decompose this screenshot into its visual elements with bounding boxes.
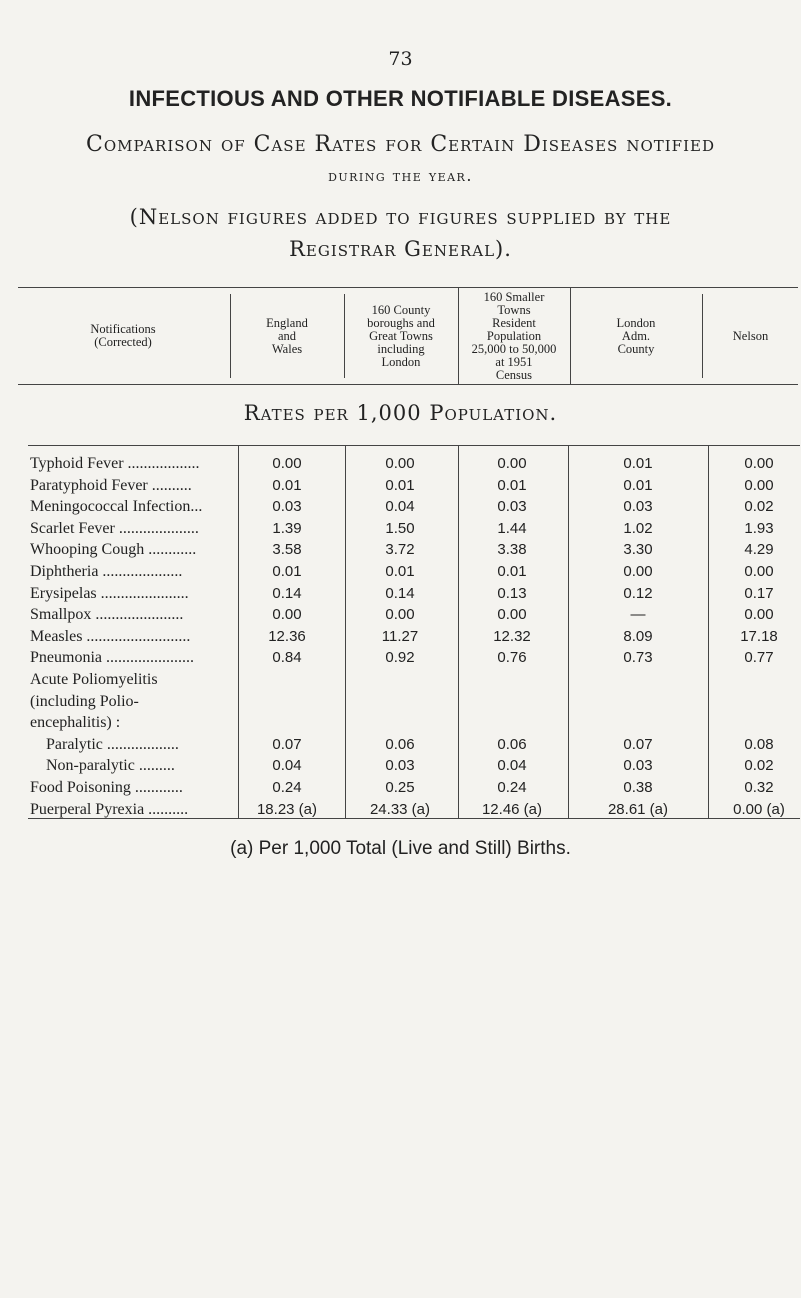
- table-rule-top: [28, 445, 800, 446]
- footnote: (a) Per 1,000 Total (Live and Still) Births.: [230, 838, 571, 859]
- rate-cell: 0.06: [497, 735, 527, 753]
- rate-cell: 12.36: [268, 627, 306, 645]
- disease-label: Food Poisoning ............: [30, 779, 183, 796]
- rate-cell: 0.01: [272, 476, 302, 494]
- rate-cell: 17.18: [740, 627, 778, 645]
- table-row: [0, 628, 801, 647]
- disease-label: Pneumonia ......................: [30, 649, 194, 667]
- rate-cell: 0.00: [272, 455, 302, 472]
- table-row: [0, 498, 801, 517]
- rate-cell: 0.73: [623, 649, 653, 667]
- rate-cell: 12.46 (a): [481, 800, 543, 818]
- rate-cell: 0.14: [272, 584, 302, 602]
- rate-cell: 1.39: [272, 519, 302, 537]
- rate-cell: 1.44: [497, 519, 527, 537]
- column-header-england-wales: England and Wales: [266, 315, 308, 356]
- rate-cell: 0.01: [272, 563, 302, 580]
- rate-cell: 0.24: [272, 779, 302, 796]
- rate-cell: 3.58: [272, 541, 302, 559]
- rate-cell: 0.76: [497, 649, 527, 667]
- rate-cell: 0.01: [623, 455, 653, 472]
- rate-cell: 0.00: [497, 455, 527, 472]
- rate-cell: 0.00: [385, 455, 415, 472]
- rate-cell: 0.03: [623, 757, 653, 775]
- disease-label: Diphtheria ....................: [30, 563, 183, 580]
- page-title: INFECTIOUS AND OTHER NOTIFIABLE DISEASES.: [128, 86, 673, 111]
- disease-label: Meningococcal Infection...: [30, 498, 203, 516]
- column-header-row: [18, 287, 798, 385]
- rate-cell: 0.00: [623, 563, 653, 580]
- rate-cell: 0.77: [744, 649, 774, 667]
- table-row: [0, 585, 801, 604]
- table-row: [0, 455, 801, 474]
- disease-label: Measles ..........................: [30, 627, 191, 645]
- rate-cell: 0.17: [744, 584, 774, 602]
- rate-cell: 0.01: [497, 476, 527, 494]
- rate-cell: 0.04: [272, 757, 302, 775]
- column-header-nelson: Nelson: [732, 328, 769, 343]
- rate-cell: 1.50: [385, 519, 415, 537]
- rate-cell: 0.01: [385, 563, 415, 580]
- rate-cell: 0.00: [744, 455, 774, 472]
- rate-cell: 0.07: [623, 735, 653, 753]
- rate-cell: 12.32: [493, 627, 531, 645]
- rate-cell: 0.38: [623, 779, 653, 796]
- disease-label: Acute Poliomyelitis: [30, 671, 158, 688]
- rate-cell: 1.93: [744, 519, 774, 537]
- column-header-county-boroughs: 160 County boroughs and Great Towns including London: [367, 302, 435, 369]
- table-row: [0, 736, 801, 755]
- table-rule-bottom: [28, 818, 800, 819]
- disease-label: Smallpox ......................: [30, 606, 184, 624]
- rate-cell: —: [630, 606, 646, 624]
- rate-cell: 0.12: [623, 584, 653, 602]
- rate-cell: 0.00: [272, 606, 302, 624]
- column-header-notifications: Notifications (Corrected): [90, 322, 156, 349]
- rate-cell: 0.07: [272, 735, 302, 753]
- rate-cell: 0.24: [497, 779, 527, 796]
- rate-cell: 0.00: [744, 606, 774, 624]
- table-row: [0, 671, 801, 690]
- disease-label: Whooping Cough ............: [30, 541, 197, 559]
- rate-cell: 24.33 (a): [369, 800, 431, 818]
- rate-cell: 3.30: [623, 541, 653, 559]
- source-note-line-2: Registrar General).: [289, 237, 512, 261]
- source-note-line-1: (Nelson figures added to figures supplied by the: [129, 205, 672, 229]
- table-row: [0, 541, 801, 560]
- disease-label: Non-paralytic .........: [46, 757, 175, 775]
- rate-cell: 0.00: [497, 606, 527, 624]
- rate-cell: 0.04: [497, 757, 527, 775]
- disease-label: Puerperal Pyrexia ..........: [30, 800, 189, 818]
- disease-label: Scarlet Fever ....................: [30, 519, 199, 537]
- rate-cell: 0.32: [744, 779, 774, 796]
- column-header-london: London Adm. County: [616, 315, 656, 356]
- rate-cell: 0.06: [385, 735, 415, 753]
- rate-cell: 18.23 (a): [256, 800, 318, 818]
- rate-cell: 0.13: [497, 584, 527, 602]
- rate-cell: 0.04: [385, 498, 415, 516]
- disease-label: encephalitis) :: [30, 714, 121, 732]
- rate-cell: 0.01: [385, 476, 415, 494]
- subtitle: Comparison of Case Rates for Certain Diseases notified: [86, 132, 715, 157]
- rate-cell: 0.02: [744, 498, 774, 516]
- disease-label: Typhoid Fever ..................: [30, 455, 200, 472]
- rate-cell: 8.09: [623, 627, 653, 645]
- rates-heading: Rates per 1,000 Population.: [243, 401, 558, 425]
- table-row: [0, 714, 801, 733]
- rate-cell: 3.72: [385, 541, 415, 559]
- table-row: [0, 757, 801, 776]
- subtitle-line-2: during the year.: [328, 166, 473, 185]
- rate-cell: 1.02: [623, 519, 653, 537]
- rate-cell: 0.03: [385, 757, 415, 775]
- rate-cell: 0.00: [385, 606, 415, 624]
- rate-cell: 11.27: [381, 627, 419, 645]
- rate-cell: 0.25: [385, 779, 415, 796]
- table-row: [0, 801, 801, 820]
- rate-cell: 0.00: [744, 563, 774, 580]
- page-number: 73: [388, 48, 413, 70]
- rate-cell: 0.02: [744, 757, 774, 775]
- rate-cell: 4.29: [744, 541, 774, 559]
- table-row: [0, 693, 801, 712]
- table-row: [0, 477, 801, 496]
- rate-cell: 0.14: [385, 584, 415, 602]
- table-row: [0, 649, 801, 668]
- rate-cell: 0.03: [272, 498, 302, 516]
- disease-label: (including Polio-: [30, 692, 139, 710]
- table-row: [0, 606, 801, 625]
- table-row: [0, 779, 801, 798]
- column-header-smaller-towns: 160 Smaller Towns Resident Population 25,000 to 50,000 at 1951 Census: [471, 289, 557, 382]
- rate-cell: 0.84: [272, 649, 302, 667]
- rate-cell: 0.92: [385, 649, 415, 667]
- rate-cell: 0.01: [623, 476, 653, 494]
- disease-label: Paralytic ..................: [46, 735, 179, 753]
- table-row: [0, 520, 801, 539]
- table-row: [0, 563, 801, 582]
- rate-cell: 0.00: [744, 476, 774, 494]
- rate-cell: 0.08: [744, 735, 774, 753]
- disease-label: Erysipelas ......................: [30, 584, 189, 602]
- rate-cell: 3.38: [497, 541, 527, 559]
- rate-cell: 0.03: [497, 498, 527, 516]
- rate-cell: 0.03: [623, 498, 653, 516]
- rate-cell: 0.01: [497, 563, 527, 580]
- rate-cell: 0.00 (a): [733, 800, 785, 818]
- disease-label: Paratyphoid Fever ..........: [30, 476, 192, 494]
- rate-cell: 28.61 (a): [607, 800, 669, 818]
